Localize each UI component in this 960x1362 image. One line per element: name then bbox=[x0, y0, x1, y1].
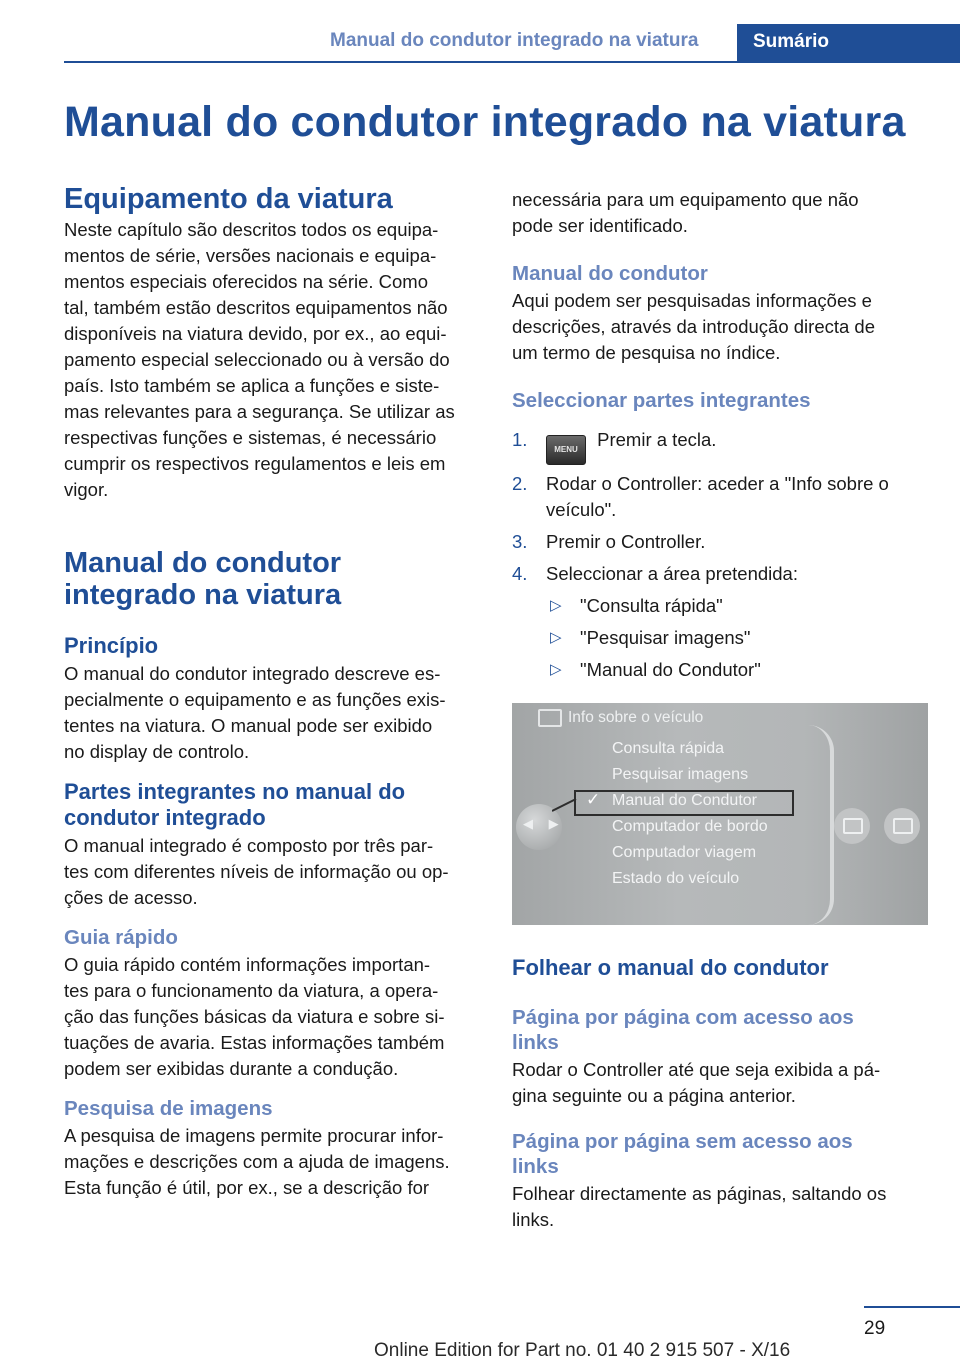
screen-menu-item: Estado do veículo bbox=[612, 870, 740, 887]
screen-menu-item: Pesquisar imagens bbox=[612, 766, 749, 783]
triangle-bullet-icon: ▷ bbox=[550, 597, 562, 614]
text-line: vigor. bbox=[64, 479, 109, 500]
heading-line: Página por página sem acesso aos bbox=[512, 1130, 853, 1153]
guia-paragraph bbox=[64, 952, 480, 1082]
controller-arrows-icon: ◀ ▶ bbox=[523, 816, 565, 831]
screen-menu-item: Manual do Condutor bbox=[612, 792, 757, 809]
heading-partes-integrantes bbox=[64, 779, 480, 831]
screen-title: Info sobre o veículo bbox=[568, 709, 704, 726]
text-line: Neste capítulo são descritos todos os equipa‐ bbox=[64, 219, 439, 240]
right-column bbox=[512, 187, 928, 683]
scroll-arc bbox=[808, 725, 834, 925]
list-item bbox=[512, 427, 928, 465]
text-line: mações e descrições com a ajuda de imagens. bbox=[64, 1151, 450, 1172]
heading-line: integrado na viatura bbox=[64, 579, 342, 611]
text-line: Rodar o Controller até que seja exibida a pá‐ bbox=[512, 1059, 881, 1080]
tab-sumario[interactable]: Sumário bbox=[737, 24, 960, 62]
option-text: "Pesquisar imagens" bbox=[580, 627, 751, 648]
text-line: mentos especiais oferecidos na série. Como bbox=[64, 271, 429, 292]
heading-equipamento: Equipamento da viatura bbox=[64, 183, 393, 215]
left-column bbox=[64, 183, 480, 1201]
text-line: pamento especial seleccionado ou à versão do bbox=[64, 349, 450, 370]
heading-sem-links bbox=[512, 1129, 928, 1179]
manual-page-icon bbox=[834, 808, 870, 844]
text-line: pecialmente o equipamento e as funções exis‐ bbox=[64, 689, 446, 710]
triangle-bullet-icon: ▷ bbox=[550, 629, 562, 646]
menu-button-icon: MENU bbox=[546, 435, 586, 465]
text-line: mentos de série, versões nacionais e equipa‐ bbox=[64, 245, 437, 266]
text-line: no display de controlo. bbox=[64, 741, 250, 762]
text-line: O manual do condutor integrado descreve es‐ bbox=[64, 663, 441, 684]
text-line: tentes na viatura. O manual pode ser exibido bbox=[64, 715, 433, 736]
list-item bbox=[512, 561, 928, 587]
list-item bbox=[512, 471, 928, 523]
screen-menu-item: Consulta rápida bbox=[612, 740, 725, 757]
text-line: Folhear directamente as páginas, saltando os bbox=[512, 1183, 887, 1204]
step-number: 1. bbox=[512, 429, 528, 450]
step-text: Premir a tecla. bbox=[597, 429, 717, 450]
list-item bbox=[512, 593, 928, 619]
screen-menu-item: Computador de bordo bbox=[612, 818, 768, 835]
heading-folhear: Folhear o manual do condutor bbox=[512, 955, 829, 980]
checkmark-icon: ✓ bbox=[586, 790, 601, 809]
equip-paragraph bbox=[64, 217, 480, 503]
heading-pesquisa-imagens: Pesquisa de imagens bbox=[64, 1097, 273, 1120]
option-text: "Manual do Condutor" bbox=[580, 659, 761, 680]
text-line: ção das funções básicas da viatura e sobre si‐ bbox=[64, 1006, 445, 1027]
text-line: gina seguinte ou a página anterior. bbox=[512, 1085, 796, 1106]
list-item bbox=[512, 625, 928, 651]
list-item bbox=[512, 529, 928, 555]
step-text: Seleccionar a área pretendida: bbox=[546, 563, 798, 584]
heading-line: Página por página com acesso aos bbox=[512, 1006, 854, 1029]
triangle-bullet-icon: ▷ bbox=[550, 661, 562, 678]
text-line: pode ser identificado. bbox=[512, 215, 688, 236]
screen-menu-item: Computador viagem bbox=[612, 844, 757, 861]
text-line: tuações de avaria. Estas informações também bbox=[64, 1032, 445, 1053]
text-line: país. Isto também se aplica a funções e siste‐ bbox=[64, 375, 440, 396]
text-line: um termo de pesquisa no índice. bbox=[512, 342, 781, 363]
footer-rule bbox=[864, 1306, 960, 1308]
heading-line: links bbox=[512, 1155, 559, 1178]
text-line: descrições, através da introdução directa de bbox=[512, 316, 876, 337]
text-line: tes para o funcionamento da viatura, a opera‐ bbox=[64, 980, 439, 1001]
text-line: links. bbox=[512, 1209, 555, 1230]
sem-links-paragraph bbox=[512, 1181, 928, 1233]
heading-principio: Princípio bbox=[64, 633, 159, 658]
heading-manual-integrado bbox=[64, 547, 480, 611]
text-line: respectivas funções e sistemas, é necessário bbox=[64, 427, 437, 448]
text-line: disponíveis na viatura devido, por ex., ao equi‐ bbox=[64, 323, 447, 344]
step-text: Premir o Controller. bbox=[546, 531, 706, 552]
page-number: 29 bbox=[864, 1318, 886, 1339]
text-line: cumprir os respectivos regulamentos e leis em bbox=[64, 453, 446, 474]
com-links-paragraph bbox=[512, 1057, 928, 1109]
step-number: 3. bbox=[512, 531, 528, 552]
text-line: Esta função é útil, por ex., se a descrição for bbox=[64, 1177, 430, 1198]
step-number: 2. bbox=[512, 473, 528, 494]
heading-line: condutor integrado bbox=[64, 805, 266, 830]
list-item bbox=[512, 657, 928, 683]
steps-list bbox=[512, 427, 928, 587]
step-text: Rodar o Controller: aceder a "Info sobre o bbox=[546, 473, 889, 494]
step-text: veículo". bbox=[546, 499, 617, 520]
running-header-section: Manual do condutor integrado na viatura bbox=[330, 30, 699, 51]
heading-line: Manual do condutor bbox=[64, 547, 342, 579]
heading-line: links bbox=[512, 1031, 559, 1054]
text-line: O guia rápido contém informações importan‐ bbox=[64, 954, 431, 975]
text-line: Aqui podem ser pesquisadas informações e bbox=[512, 290, 872, 311]
page-title: Manual do condutor integrado na viatura bbox=[64, 98, 906, 146]
option-text: "Consulta rápida" bbox=[580, 595, 723, 616]
partes-paragraph bbox=[64, 833, 480, 911]
heading-guia-rapido: Guia rápido bbox=[64, 926, 178, 949]
heading-seleccionar-partes: Seleccionar partes integrantes bbox=[512, 389, 811, 412]
heading-line: Partes integrantes no manual do bbox=[64, 779, 406, 804]
text-line: O manual integrado é composto por três par‐ bbox=[64, 835, 434, 856]
text-line: ções de acesso. bbox=[64, 887, 198, 908]
heading-com-links bbox=[512, 1005, 928, 1055]
manual-paragraph bbox=[512, 288, 928, 366]
text-line: necessária para um equipamento que não bbox=[512, 189, 859, 210]
pesquisa-paragraph bbox=[64, 1123, 480, 1201]
text-line: tes com diferentes níveis de informação ou op‐ bbox=[64, 861, 449, 882]
principio-paragraph bbox=[64, 661, 480, 765]
right-column-lower bbox=[512, 955, 928, 1233]
footer-edition: Online Edition for Part no. 01 40 2 915 507 - X/16 bbox=[374, 1340, 791, 1361]
info-menu-icon bbox=[538, 709, 562, 727]
options-page-icon bbox=[884, 808, 920, 844]
text-line: podem ser exibidas durante a condução. bbox=[64, 1058, 399, 1079]
continuation-paragraph bbox=[512, 187, 928, 239]
step-number: 4. bbox=[512, 563, 528, 584]
text-line: A pesquisa de imagens permite procurar infor‐ bbox=[64, 1125, 444, 1146]
text-line: mas relevantes para a segurança. Se utilizar as bbox=[64, 401, 455, 422]
heading-manual-condutor: Manual do condutor bbox=[512, 262, 708, 285]
header-rule bbox=[64, 61, 960, 63]
sub-options-list bbox=[512, 593, 928, 683]
text-line: tal, também estão descritos equipamentos não bbox=[64, 297, 448, 318]
idrive-screen-image bbox=[512, 703, 928, 925]
